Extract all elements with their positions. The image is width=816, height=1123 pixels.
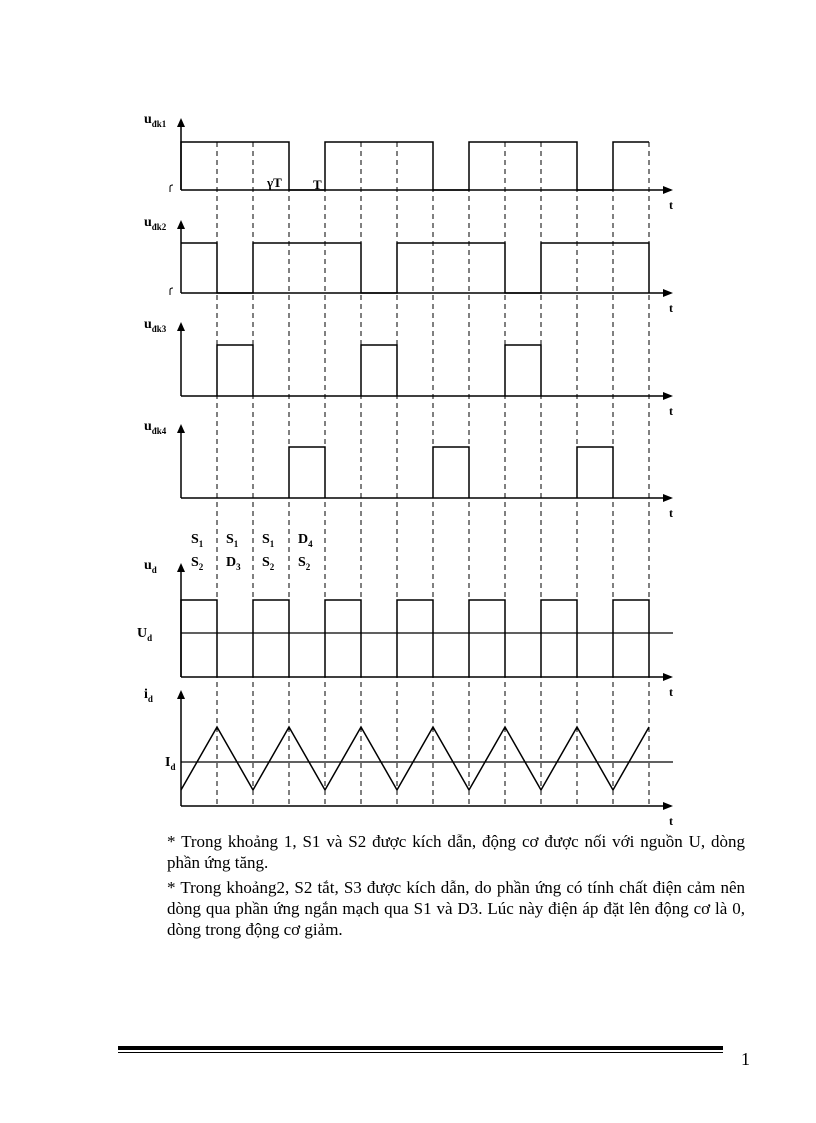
udk4-pulse bbox=[433, 447, 469, 498]
t-axis-label: t bbox=[669, 301, 673, 315]
switch-state-top: $S_1$ bbox=[226, 532, 239, 549]
panel-label: $u_{đk4}$ bbox=[144, 419, 167, 436]
ud-pulse bbox=[613, 600, 649, 677]
footer-rule bbox=[118, 1046, 723, 1050]
value-axis-arrow bbox=[177, 322, 185, 331]
switch-state-top: $S_1$ bbox=[191, 532, 204, 549]
switch-state-top: $D_4$ bbox=[298, 532, 313, 549]
origin-mark bbox=[170, 185, 173, 192]
t-axis-label: t bbox=[669, 506, 673, 520]
udk2-waveform bbox=[181, 243, 649, 293]
t-axis-label: t bbox=[669, 198, 673, 212]
switch-state-bottom: $D_3$ bbox=[226, 555, 241, 572]
udk3-pulse bbox=[505, 345, 541, 396]
time-axis-arrow bbox=[663, 494, 673, 502]
ud-average-label: $U_d$ bbox=[137, 626, 153, 643]
t-period-label: T bbox=[313, 177, 322, 192]
t-axis-label: t bbox=[669, 814, 673, 828]
switch-state-bottom: $S_2$ bbox=[298, 555, 311, 572]
axes-group bbox=[177, 118, 673, 810]
ud-pulse bbox=[541, 600, 577, 677]
switch-state-bottom: $S_2$ bbox=[262, 555, 275, 572]
id-average-label: $I_d$ bbox=[165, 755, 176, 772]
footer-rule-thin bbox=[118, 1052, 723, 1053]
t-axis-label: t bbox=[669, 404, 673, 418]
value-axis-arrow bbox=[177, 424, 185, 433]
udk4-pulse bbox=[577, 447, 613, 498]
value-axis-arrow bbox=[177, 563, 185, 572]
panel-label: $u_{đk1}$ bbox=[144, 112, 167, 129]
time-axis-arrow bbox=[663, 289, 673, 297]
t-axis-label: t bbox=[669, 685, 673, 699]
udk3-pulse bbox=[217, 345, 253, 396]
switch-state-bottom: $S_2$ bbox=[191, 555, 204, 572]
time-axis-arrow bbox=[663, 673, 673, 681]
ud-pulse bbox=[397, 600, 433, 677]
value-axis-arrow bbox=[177, 118, 185, 127]
udk1-waveform bbox=[181, 142, 649, 190]
page-number: 1 bbox=[741, 1049, 750, 1069]
ud-pulse bbox=[325, 600, 361, 677]
waveforms-group bbox=[170, 142, 673, 790]
id-triangle-waveform bbox=[181, 727, 649, 790]
panel-label: $i_d$ bbox=[144, 687, 153, 704]
value-axis-arrow bbox=[177, 690, 185, 699]
udk3-pulse bbox=[361, 345, 397, 396]
origin-mark bbox=[170, 288, 173, 295]
time-axis-arrow bbox=[663, 802, 673, 810]
time-axis-arrow bbox=[663, 186, 673, 194]
switch-state-top: $S_1$ bbox=[262, 532, 275, 549]
paragraph-interval-2: * Trong khoảng2, S2 tắt, S3 được kích dẫn, do phần ứng có tính chất điện cảm nên dòng qua phần ứng ngắn mạch qua S1 và D3. Lúc này điện áp đặt lên động cơ là 0, dòng trong động cơ giảm. bbox=[167, 878, 745, 939]
panel-label: $u_d$ bbox=[144, 558, 157, 575]
panel-label: $u_{đk3}$ bbox=[144, 317, 167, 334]
value-axis-arrow bbox=[177, 220, 185, 229]
udk4-pulse bbox=[289, 447, 325, 498]
time-axis-arrow bbox=[663, 392, 673, 400]
ud-pulse bbox=[253, 600, 289, 677]
panel-label: $u_{đk2}$ bbox=[144, 215, 167, 232]
gamma-t-label: γT bbox=[267, 175, 282, 190]
paragraph-interval-1: * Trong khoảng 1, S1 và S2 được kích dẫn, động cơ được nối với nguồn U, dòng phần ứng tăng. bbox=[167, 832, 745, 872]
ud-pulse bbox=[181, 600, 217, 677]
ud-pulse bbox=[469, 600, 505, 677]
